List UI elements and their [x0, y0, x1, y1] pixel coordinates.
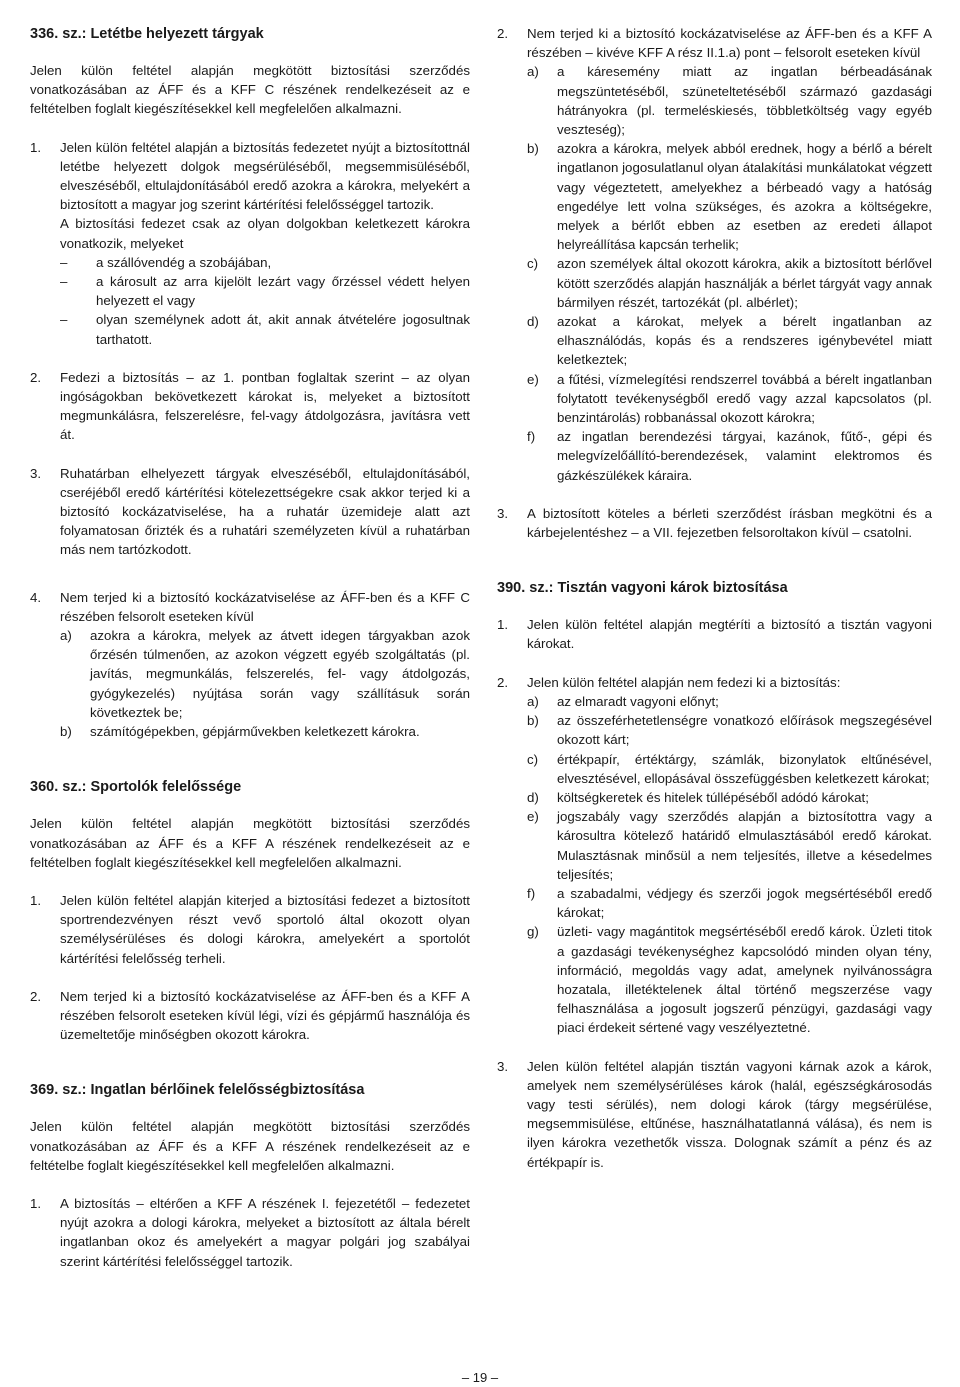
sub-item: f) a szabadalmi, védjegy és szerzői jogok megsértéséből eredő károkat;: [527, 885, 932, 921]
sub-item: f) az ingatlan berendezési tárgyai, kazánok, fűtő-, gépi és melegvízelőállító-berendezések, valamint elektromos és gázkészülékek káraira.: [527, 429, 932, 483]
sub-item: d) azokat a károkat, melyek a bérelt ingatlanban az elhasználódás, kopás és a rendszeres igénybevétel miatt keletkeztek;: [527, 314, 932, 368]
page-number: – 19 –: [461, 1370, 499, 1385]
section-title-336: 336. sz.: Letétbe helyezett tárgyak: [30, 26, 264, 42]
item-number: 1.: [30, 139, 42, 155]
sub-item: c) azon személyek által okozott károkra, akik a biztosított bérlővel kötött szerződés alapján használják a bérlet tárgyát vagy annak bármilyen részét, tartozékát (pl. albérlet);: [527, 256, 932, 310]
section-title-369: 369. sz.: Ingatlan bérlőinek felelősségbiztosítása: [30, 1082, 365, 1099]
item-336-2: 2. Fedezi a biztosítás – az 1. pontban foglaltak szerint – az olyan ingóságokban bekövetkezett károkat is, melyeket a biztosított megmunkálásra, felszerelésre, fel-vagy átdolgozásra, javításra vett át.: [30, 369, 470, 443]
sub-item: c) értékpapír, értéktárgy, számlák, bizonylatok eltűnésével, elvesztésével, ellopásával összefüggésben keletkezett károkat;: [527, 751, 932, 786]
sub-item: a) a káresemény miatt az ingatlan bérbeadásának megszüntetéséből, szüneteltetéséből származó gazdasági hátrányokra (pl. termeléskiesés, többletköltség vagy egyéb veszteség);: [527, 64, 932, 138]
sub-item: d) költségkeretek és hitelek túllépéséből adódó károkat;: [527, 789, 869, 805]
section-title-390: 390. sz.: Tisztán vagyoni károk biztosítása: [497, 580, 788, 597]
sub-item: b) számítógépekben, gépjárművekben keletkezett károkra.: [60, 724, 420, 740]
dash-item: – a károsult az arra kijelölt lezárt vagy őrzéssel védett helyen helyezett el vagy: [60, 274, 470, 309]
item-360-2: 2. Nem terjed ki a biztosító kockázatviselése az ÁFF-ben és a KFF A részében felsorolt eseteken kívül légi, vízi és gépjármű használója és üzemeltetője minőségben okozott károkra.: [30, 988, 470, 1043]
item-text: Jelen külön feltétel alapján a biztosítás fedezetet nyújt a biztosítottnál letétbe helyezett dolgok megsérüléséből, megsemmisüléséből, elveszéséből, eltulajdonításából eredő azokra a károkra, melyekért a biztosított a magyar jog szerint kártérítési felelősséggel tartozik.: [60, 139, 470, 213]
sub-item: e) a fűtési, vízmelegítési rendszerrel továbbá a bérelt ingatlanban folytatott tevékenységből eredő vagy azzal kapcsolatos (pl. benzintárolás) robbanással okozott károkra;: [527, 371, 932, 426]
sub-item: a) azokra a károkra, melyek az átvett idegen tárgyakban azok őrzésén túlmenően, az azokon végzett egyéb szolgáltatás (pl. javítás, megmunkálás, felszerelés, fel- vagy átdolgozás, gyógykezelés) nyújtása során vagy szállításuk során következtek be;: [60, 628, 470, 720]
intro-336: Jelen külön feltétel alapján megkötött biztosítási szerződés vonatkozásában az ÁFF és a KFF C részének rendelkezéseit az e feltételben foglalt kiegészítésekkel kell megfelelően alkalmazni.: [30, 63, 470, 117]
item-390-1: 1. Jelen külön feltétel alapján megtéríti a biztosító a tisztán vagyoni károkat.: [497, 617, 932, 652]
item-390-2: 2. Jelen külön feltétel alapján nem fedezi ki a biztosítás: a) az elmaradt vagyoni előnyt; b) az összeférhetetlenségre vonatkozó előírások megszegésével okozott kárt; c) értékpapír, értéktárgy, számlák, bizonylatok eltűnésével, elvesztésével, ellopásával összefüggésben keletkezett károkat; d) költségkeretek és hitelek túllépéséből adódó károkat; e) jogszabály vagy szerződés alapján a biztosítottra vagy a károsultra kötelező határidő elmulasztásából eredő károkat. Mulasztásnak minősül a nem teljesítés, illetve a késedelmes teljesítés; f) a szabadalmi, védjegy és szerzői jogok megsértéséből eredő károkat; g) üzleti- vagy magántitok megsértéséből eredő károk. Üzleti titok a gazdasági tevékenységhez kapcsolódó minden olyan tény, információ, megoldás vagy adat, amelynek nyilvánosságra hozatala, illetéktelenek által történő megszerzése vagy felhasználása a jogosult jogszerű pénzügyi, gazdasági vagy piaci érdekeit sértené vagy veszélyeztetné.: [497, 673, 932, 1038]
item-336-1: [30, 138, 470, 349]
item-369-2: 2. Nem terjed ki a biztosító kockázatviselése az ÁFF-ben és a KFF A részében – kivéve KFF A rész II.1.a) pont – felsorolt eseteken kívül a) a káresemény miatt az ingatlan bérbeadásának megszüntetéséből, szüneteltetéséből származó gazdasági hátrányokra (pl. termeléskiesés, többletköltség vagy egyéb veszteség); b) azokra a károkra, melyek abból erednek, hogy a bérlő a bérelt ingatlanon jogosulatlanul olyan átalakítási munkálatokat végzett vagy végeztetett, amelyekhez a bérbeadó vagy a hatóság engedélye lett volna szükséges, és azokra a költségekre, melyek a bérlőt ebben az esetben az eredeti állapot helyreállítása kapcsán terhelik; c) azon személyek által okozott károkra, akik a biztosított bérlővel kötött szerződés alapján használják a bérlet tárgyát vagy annak bármilyen részét, tartozékát (pl. albérlet); d) azokat a károkat, melyek a bérelt ingatlanban az elhasználódás, kopás és a rendszeres igénybevétel miatt keletkeztek; e) a fűtési, vízmelegítési rendszerrel továbbá a bérelt ingatlanban folytatott tevékenységből eredő vagy azzal kapcsolatos (pl. benzintárolás) robbanással okozott károkra; f) az ingatlan berendezési tárgyai, kazánok, fűtő-, gépi és melegvízelőállító-berendezések, valamint elektromos és gázkészülékek káraira.: [497, 24, 932, 485]
item-369-1: 1. A biztosítás – eltérően a KFF A részének I. fejezetétől – fedezetet nyújt azokra a dologi károkra, melyeket a biztosított az általa bérelt ingatlanban okoz és amelyekért a magyar polgári jog szabályai szerint kártérítési felelősséggel tartozik.: [30, 1195, 470, 1269]
item-369-3: 3. A biztosított köteles a bérleti szerződést írásban megkötni és a kárbejelentéshez – a VII. fejezetben felsoroltakon kívül – csatolni.: [497, 505, 932, 541]
item-390-3: 3. Jelen külön feltétel alapján tisztán vagyoni kárnak azok a károk, amelyek nem személysérüléses károk (halál, egészségkárosodás vagy testi sérülés), nem dologi károk (tárgy megsérülése, megsemmisülése, eltűnése, használhatatlanná válása), és nem is ilyen károkra vezethetők vissza. Dolognak számít a pénz és az értékpapír is.: [497, 1058, 932, 1170]
item-336-4: 4. Nem terjed ki a biztosító kockázatviselése az ÁFF-ben és a KFF C részében felsorolt eseteken kívül a) azokra a károkra, melyek az átvett idegen tárgyakban azok őrzésén túlmenően, az azokon végzett egyéb szolgáltatás (pl. javítás, megmunkálás, felszerelés, fel- vagy átdolgozás, gyógykezelés) nyújtása során vagy szállításuk során következtek be; b) számítógépekben, gépjárművekben keletkezett károkra.: [30, 588, 470, 742]
intro-369: Jelen külön feltétel alapján megkötött biztosítási szerződés vonatkozásában az ÁFF és a KFF A részének rendelkezéseit az e feltételbe foglalt kiegészítésekkel kell megfelelően alkalmazni.: [30, 1119, 470, 1173]
intro-360: Jelen külön feltétel alapján megkötött biztosítási szerződés vonatkozásában az ÁFF és a KFF A részének rendelkezéseit az e feltételben foglalt kiegészítésekkel kell megfelelően alkalmazni.: [30, 816, 470, 870]
item-text: A biztosítási fedezet csak az olyan dolgokban keletkezett károkra vonatkozik, melyeket: [60, 216, 470, 251]
left-column: [30, 24, 470, 1271]
section-title-360: 360. sz.: Sportolók felelőssége: [30, 779, 242, 796]
dash-item: – a szállóvendég a szobájában,: [60, 254, 272, 270]
right-column: [497, 24, 932, 1172]
item-360-1: 1. Jelen külön feltétel alapján kiterjed a biztosítási fedezet a biztosított sportrendezvényen részt vevő sportoló által okozott olyan személysérüléses és dologi károkra, amelyekért a sportolót kártérítési felelősség terheli.: [30, 892, 470, 966]
sub-item: b) az összeférhetetlenségre vonatkozó előírások megszegésével okozott kárt;: [527, 713, 932, 748]
sub-item: e) jogszabály vagy szerződés alapján a biztosítottra vagy a károsultra kötelező határidő elmulasztásából eredő károkat. Mulasztásnak minősül a nem teljesítés, illetve a késedelmes teljesítés;: [527, 809, 932, 882]
sub-item: a) az elmaradt vagyoni előnyt;: [527, 693, 719, 709]
dash-item: – olyan személynek adott át, akit annak átvételére jogosultnak tarthatott.: [60, 312, 470, 347]
item-336-3: 3. Ruhatárban elhelyezett tárgyak elveszéséből, eltulajdonításából, cseréjéből eredő kártérítési kötelezettségekre csak akkor terjed ki a biztosító kockázatviselése, ha a ruhatár üzemideje alatt azt folyamatosan őrizték és a ruhatári személyzeten kívül a ruhatárban más nem tartózkodott.: [30, 465, 470, 558]
sub-item: b) azokra a károkra, melyek abból erednek, hogy a bérlő a bérelt ingatlanon jogosulatlanul olyan átalakítási munkálatokat végzett vagy végeztetett, amelyekhez a bérbeadó vagy a hatóság engedélye lett volna szükséges, és azokra a költségekre, melyek a bérlőt ebben az esetben az eredeti állapot helyreállítása kapcsán terhelik;: [527, 141, 932, 253]
sub-item: g) üzleti- vagy magántitok megsértéséből eredő károk. Üzleti titok a gazdasági tevékenységhez kapcsolódó minden olyan tény, információ, megoldás vagy adat, amelynek nyilvánosságra hozatala, illetéktelenek által történő megszerzése vagy felhasználása a jogosult jogszerű pénzügyi, gazdasági vagy piaci érdekeit sértené vagy veszélyeztetné.: [527, 924, 932, 1036]
